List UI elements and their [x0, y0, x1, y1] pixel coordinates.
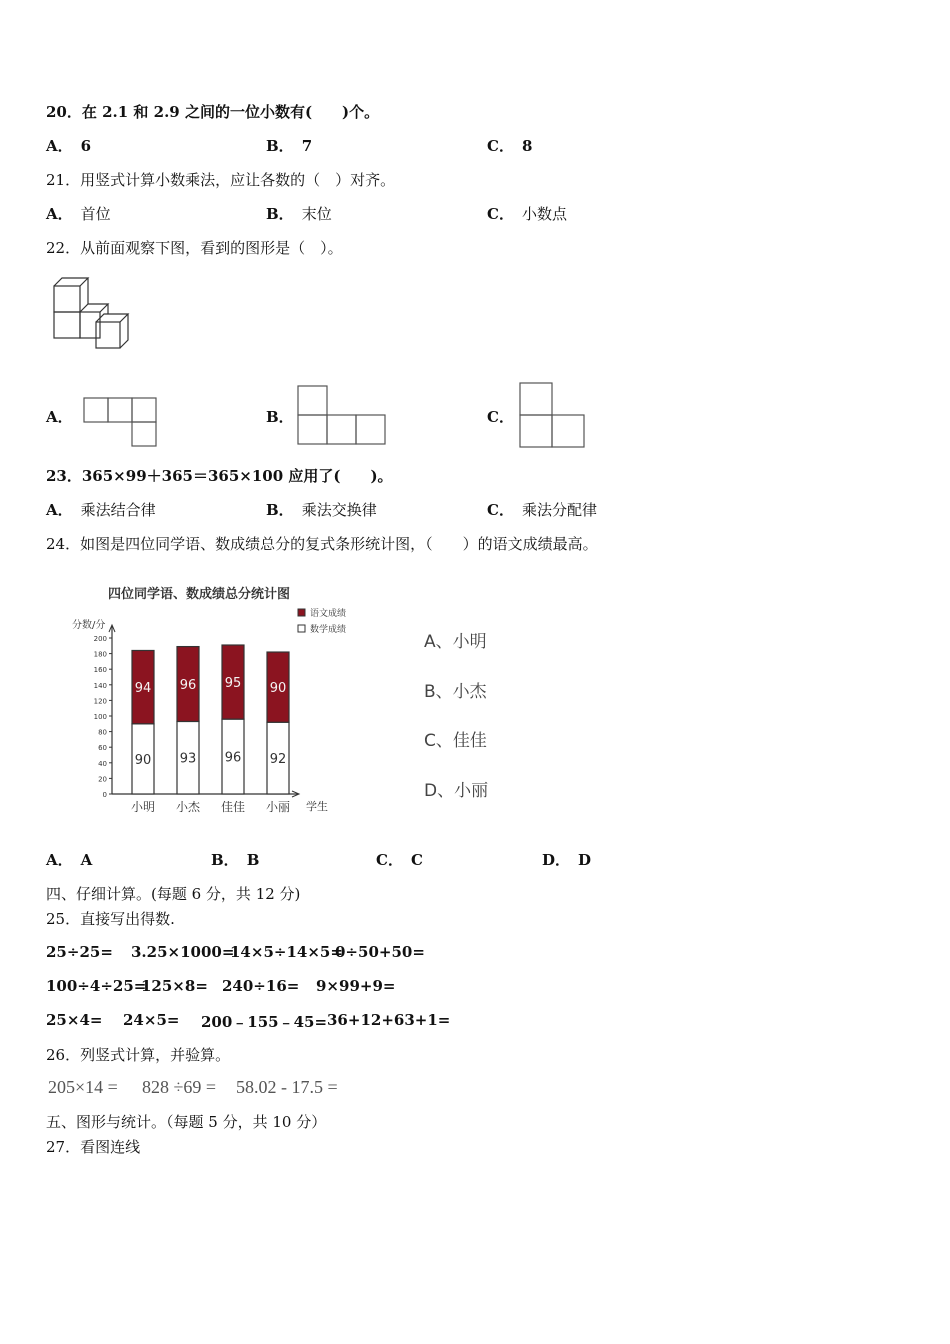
q22-option-b[interactable]: B．	[266, 408, 294, 426]
q21-text: 21．用竖式计算小数乘法，应让各数的（ ）对齐。	[46, 171, 396, 189]
calc-r3-c3: 200﹣155﹣45=	[201, 1013, 328, 1031]
side-choice-b: B、小杰	[424, 681, 487, 702]
calc-r1-c3: 14×5÷14×5=	[230, 943, 343, 961]
legend-swatch	[298, 609, 305, 616]
q22-option-a[interactable]: A．	[46, 408, 73, 426]
y-tick-label: 180	[93, 650, 107, 659]
legend-swatch	[298, 625, 305, 632]
side-choice-a: A、小明	[424, 632, 487, 652]
q20-option-b[interactable]: B． 7	[266, 137, 313, 155]
y-tick-label: 120	[93, 697, 107, 706]
q22-text: 22．从前面观察下图，看到的图形是（ ）。	[46, 239, 343, 257]
bar-value-label: 93	[179, 751, 197, 767]
calc-r2-c1: 100÷4÷25=	[46, 977, 147, 995]
y-tick-label: 0	[102, 791, 107, 799]
q20-option-a[interactable]: A． 6	[46, 137, 92, 155]
chart-title: 四位同学语、数成绩总分统计图	[108, 587, 291, 602]
category-label: 小杰	[175, 800, 201, 814]
q24-option-d[interactable]: D． D	[542, 851, 592, 869]
y-tick-label: 140	[93, 681, 107, 690]
q26-item-1: 205×14 =	[48, 1077, 118, 1097]
bar-value-label: 90	[269, 681, 287, 697]
q23-option-c[interactable]: C． 乘法分配律	[487, 501, 597, 519]
q21-option-b[interactable]: B． 末位	[266, 205, 332, 223]
q23-option-a[interactable]: A． 乘法结合律	[46, 501, 156, 519]
chart-ylabel: 分数/分	[72, 620, 106, 631]
view-shape-b[interactable]	[296, 384, 388, 448]
q21-option-c[interactable]: C． 小数点	[487, 205, 567, 223]
q24-option-b[interactable]: B． B	[211, 851, 260, 869]
legend-label: 数学成绩	[310, 625, 347, 635]
calc-r2-c3: 240÷16=	[222, 977, 300, 995]
cube-stack-figure	[48, 274, 143, 352]
category-label: 佳佳	[220, 800, 246, 814]
calc-r3-c2: 24×5=	[123, 1011, 180, 1029]
view-shape-a[interactable]	[82, 396, 160, 448]
q24-option-a[interactable]: A． A	[46, 851, 93, 869]
section4-heading: 四、仔细计算。(每题 6 分，共 12 分)	[46, 885, 301, 903]
bar-value-label: 96	[224, 750, 242, 766]
view-shape-c[interactable]	[518, 381, 588, 449]
q26-item-3: 58.02 - 17.5 =	[236, 1077, 338, 1097]
category-label: 小明	[130, 800, 156, 814]
calc-r1-c4: 0÷50+50=	[335, 943, 425, 961]
y-tick-label: 200	[93, 635, 107, 643]
bar-value-label: 96	[179, 678, 197, 694]
calc-r3-c1: 25×4=	[46, 1011, 103, 1029]
calc-r2-c2: 125×8=	[141, 977, 208, 995]
q26-item-2: 828 ÷69 =	[142, 1077, 217, 1097]
calc-r1-c1: 25÷25=	[46, 943, 113, 961]
q26-text: 26．列竖式计算，并验算。	[46, 1046, 231, 1064]
q25-text: 25．直接写出得数.	[46, 910, 175, 928]
q21-option-a[interactable]: A． 首位	[46, 205, 111, 223]
q24-option-c[interactable]: C． C	[376, 851, 423, 869]
q23-option-b[interactable]: B． 乘法交换律	[266, 501, 377, 519]
calc-r3-c4: 36+12+63+1=	[327, 1011, 451, 1029]
y-tick-label: 20	[98, 775, 107, 784]
q24-text: 24．如图是四位同学语、数成绩总分的复式条形统计图，（ ）的语文成绩最高。	[46, 535, 598, 553]
q27-text: 27．看图连线	[46, 1138, 141, 1156]
bar-value-label: 94	[134, 681, 152, 697]
calc-r1-c2: 3.25×1000=	[131, 943, 235, 961]
bar-value-label: 92	[269, 752, 287, 768]
score-bar-chart	[66, 578, 366, 824]
q20-option-c[interactable]: C． 8	[487, 137, 533, 155]
q23-text: 23．365×99＋365＝365×100 应用了( )。	[46, 467, 393, 485]
chart-side-choices	[424, 618, 488, 816]
side-choice-d: D、小丽	[424, 780, 489, 801]
legend-label: 语文成绩	[310, 609, 347, 619]
y-tick-label: 80	[98, 728, 107, 737]
y-tick-label: 60	[98, 744, 107, 753]
y-tick-label: 160	[93, 666, 107, 675]
q20-text: 20．在 2.1 和 2.9 之间的一位小数有( )个。	[46, 103, 380, 121]
y-tick-label: 100	[93, 713, 107, 721]
chart-xlabel: 学生	[306, 800, 328, 813]
y-tick-label: 40	[98, 759, 107, 768]
calc-r2-c4: 9×99+9=	[316, 977, 396, 995]
bar-value-label: 90	[134, 752, 152, 768]
bar-value-label: 95	[224, 676, 242, 692]
side-choice-c: C、佳佳	[424, 731, 487, 751]
category-label: 小丽	[265, 800, 291, 814]
q22-option-c[interactable]: C．	[487, 408, 514, 426]
section5-heading: 五、图形与统计。（每题 5 分，共 10 分）	[46, 1113, 327, 1131]
